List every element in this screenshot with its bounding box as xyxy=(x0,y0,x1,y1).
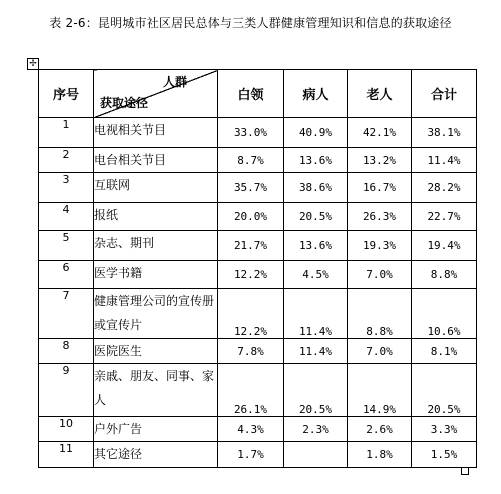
header-row xyxy=(39,70,477,118)
row-index: 7 xyxy=(39,289,94,339)
value-patients: 4.5% xyxy=(284,261,348,289)
row-index: 1 xyxy=(39,118,94,148)
row-index: 5 xyxy=(39,231,94,261)
value-total: 8.1% xyxy=(412,339,477,364)
value-elderly: 26.3% xyxy=(348,203,412,231)
table-row xyxy=(39,339,477,364)
row-index: 10 xyxy=(39,417,94,442)
row-channel: 报纸 xyxy=(94,203,218,231)
value-elderly: 8.8% xyxy=(348,289,412,339)
header-total: 合计 xyxy=(412,70,477,118)
value-elderly: 16.7% xyxy=(348,173,412,203)
table-body xyxy=(39,118,477,468)
header-channel-label: 获取途径 xyxy=(100,96,149,110)
value-patients: 13.6% xyxy=(284,148,348,173)
table-move-handle-icon[interactable]: ✢ xyxy=(27,58,39,70)
table-row xyxy=(39,231,477,261)
value-white-collar: 7.8% xyxy=(218,339,284,364)
row-channel: 亲戚、朋友、同事、家人 xyxy=(94,364,218,417)
table-row xyxy=(39,442,477,468)
value-total: 20.5% xyxy=(412,364,477,417)
value-white-collar: 26.1% xyxy=(218,364,284,417)
value-white-collar: 8.7% xyxy=(218,148,284,173)
value-total: 3.3% xyxy=(412,417,477,442)
header-diagonal-cell xyxy=(94,70,218,118)
row-index: 4 xyxy=(39,203,94,231)
value-patients: 20.5% xyxy=(284,364,348,417)
row-channel: 电台相关节目 xyxy=(94,148,218,173)
value-elderly: 13.2% xyxy=(348,148,412,173)
value-white-collar: 12.2% xyxy=(218,289,284,339)
table-row xyxy=(39,289,477,339)
value-elderly: 7.0% xyxy=(348,339,412,364)
value-patients: 11.4% xyxy=(284,289,348,339)
value-elderly: 2.6% xyxy=(348,417,412,442)
value-total: 1.5% xyxy=(412,442,477,468)
table-row xyxy=(39,364,477,417)
row-channel: 户外广告 xyxy=(94,417,218,442)
value-white-collar: 35.7% xyxy=(218,173,284,203)
header-group-label: 人群 xyxy=(162,75,187,89)
value-total: 19.4% xyxy=(412,231,477,261)
value-patients: 38.6% xyxy=(284,173,348,203)
value-white-collar: 33.0% xyxy=(218,118,284,148)
row-index: 3 xyxy=(39,173,94,203)
value-total: 22.7% xyxy=(412,203,477,231)
value-total: 38.1% xyxy=(412,118,477,148)
row-index: 11 xyxy=(39,442,94,468)
row-channel: 健康管理公司的宣传册或宣传片 xyxy=(94,289,218,339)
header-patients: 病人 xyxy=(284,70,348,118)
value-elderly: 19.3% xyxy=(348,231,412,261)
value-total: 8.8% xyxy=(412,261,477,289)
table-row xyxy=(39,261,477,289)
row-channel: 医学书籍 xyxy=(94,261,218,289)
value-total: 10.6% xyxy=(412,289,477,339)
value-white-collar: 12.2% xyxy=(218,261,284,289)
value-white-collar: 1.7% xyxy=(218,442,284,468)
value-white-collar: 21.7% xyxy=(218,231,284,261)
row-index: 9 xyxy=(39,364,94,417)
data-table xyxy=(38,69,477,468)
row-index: 6 xyxy=(39,261,94,289)
table-row xyxy=(39,173,477,203)
table-resize-handle[interactable] xyxy=(461,467,469,475)
value-patients: 40.9% xyxy=(284,118,348,148)
value-patients: 13.6% xyxy=(284,231,348,261)
value-white-collar: 20.0% xyxy=(218,203,284,231)
value-elderly: 7.0% xyxy=(348,261,412,289)
row-channel: 电视相关节目 xyxy=(94,118,218,148)
row-index: 2 xyxy=(39,148,94,173)
value-patients: 11.4% xyxy=(284,339,348,364)
table-row xyxy=(39,417,477,442)
row-channel: 医院医生 xyxy=(94,339,218,364)
row-channel: 互联网 xyxy=(94,173,218,203)
header-elderly: 老人 xyxy=(348,70,412,118)
value-total: 28.2% xyxy=(412,173,477,203)
table-row xyxy=(39,203,477,231)
row-index: 8 xyxy=(39,339,94,364)
value-patients: 2.3% xyxy=(284,417,348,442)
value-elderly: 42.1% xyxy=(348,118,412,148)
table-row xyxy=(39,148,477,173)
header-index: 序号 xyxy=(39,70,94,118)
value-patients: 20.5% xyxy=(284,203,348,231)
value-elderly: 14.9% xyxy=(348,364,412,417)
value-total: 11.4% xyxy=(412,148,477,173)
value-elderly: 1.8% xyxy=(348,442,412,468)
header-white-collar: 白领 xyxy=(218,70,284,118)
value-patients xyxy=(284,442,348,468)
table-row xyxy=(39,118,477,148)
table-caption: 表 2-6：昆明城市社区居民总体与三类人群健康管理知识和信息的获取途径 xyxy=(49,16,452,30)
value-white-collar: 4.3% xyxy=(218,417,284,442)
row-channel: 其它途径 xyxy=(94,442,218,468)
row-channel: 杂志、期刊 xyxy=(94,231,218,261)
